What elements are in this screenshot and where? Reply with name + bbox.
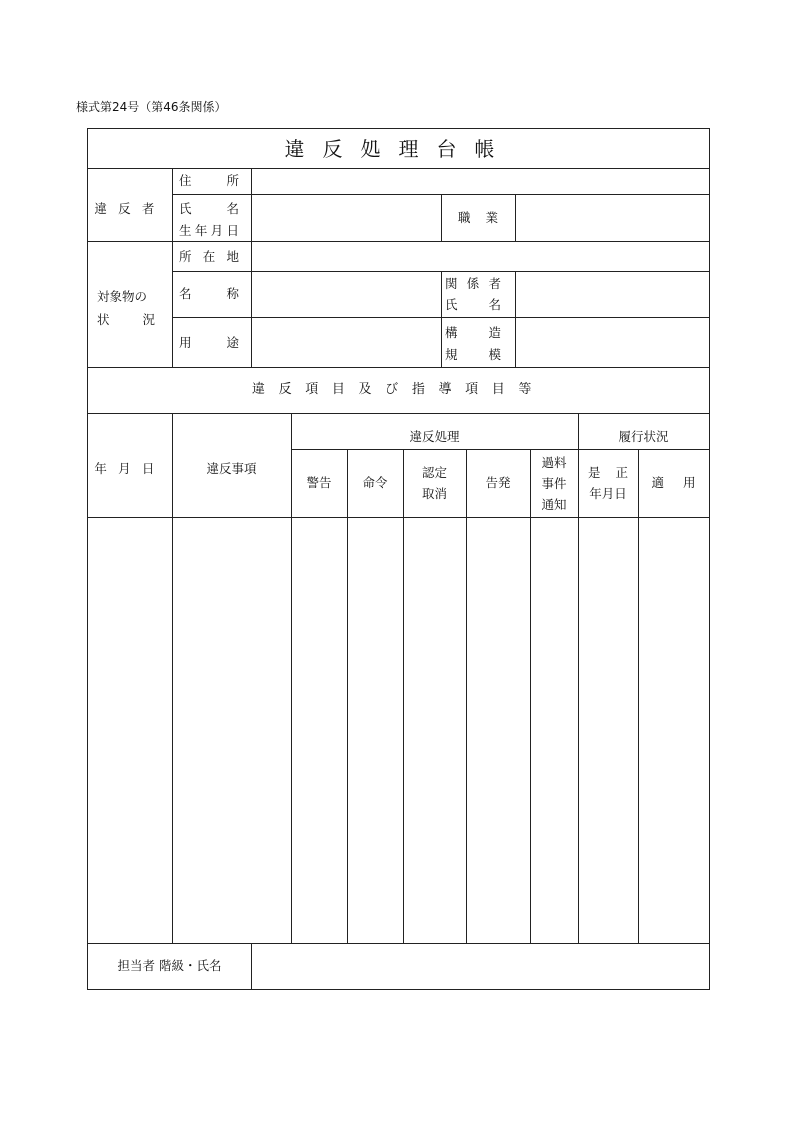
rule-line bbox=[347, 449, 348, 943]
use-label: 用 途 bbox=[179, 335, 239, 350]
target-name-label: 名 称 bbox=[179, 286, 239, 301]
rule-line bbox=[172, 413, 173, 943]
fine-notice-column-header: 過料 事件 通知 bbox=[541, 454, 567, 512]
target-group-label: 対象物の bbox=[97, 289, 148, 304]
rule-line bbox=[172, 168, 173, 367]
accusation-column-header: 告発 bbox=[485, 475, 511, 490]
violator-group-label: 違反者 bbox=[94, 201, 166, 216]
ledger-form bbox=[87, 128, 710, 990]
scale-label: 規 模 bbox=[445, 347, 501, 362]
rule-line bbox=[515, 271, 516, 367]
order-column-header: 命令 bbox=[362, 475, 388, 490]
rule-line bbox=[530, 449, 531, 943]
target-group-label-2: 状 況 bbox=[97, 312, 155, 327]
rule-line bbox=[251, 168, 252, 367]
compliance-group-header: 履行状況 bbox=[618, 429, 669, 444]
rule-line bbox=[88, 241, 709, 242]
form-title: 違反処理台帳 bbox=[284, 136, 513, 161]
correction-date-column-header: 是 正 年月日 bbox=[588, 465, 628, 501]
name-label: 氏 名 bbox=[179, 201, 239, 216]
dob-label: 生年月日 bbox=[179, 223, 239, 238]
form-number-label: 様式第24号（第46条関係） bbox=[76, 100, 227, 114]
warning-column-header: 警告 bbox=[306, 475, 332, 490]
related-party-label: 関係者 bbox=[445, 276, 501, 291]
rule-line bbox=[88, 413, 709, 414]
rule-line bbox=[88, 168, 709, 169]
processing-group-header: 違反処理 bbox=[409, 429, 460, 444]
rule-line bbox=[251, 943, 252, 989]
rule-line bbox=[403, 449, 404, 943]
officer-label: 担当者 階級・氏名 bbox=[117, 958, 222, 973]
related-party-name-label: 氏 名 bbox=[445, 297, 501, 312]
address-label: 住 所 bbox=[179, 173, 239, 188]
rule-line bbox=[515, 194, 516, 241]
revocation-column-header: 認定 取消 bbox=[421, 465, 447, 501]
date-column-header: 年月日 bbox=[94, 461, 166, 476]
violation-column-header: 違反事項 bbox=[206, 461, 257, 476]
rule-line bbox=[638, 449, 639, 943]
occupation-label: 職 業 bbox=[458, 209, 498, 225]
location-label: 所在地 bbox=[179, 249, 239, 264]
rule-line bbox=[441, 271, 442, 367]
section-title: 違反項目及び指導項目等 bbox=[251, 382, 546, 397]
rule-line bbox=[466, 449, 467, 943]
rule-line bbox=[88, 517, 709, 518]
structure-label: 構 造 bbox=[445, 325, 501, 340]
applied-column-header: 適 用 bbox=[651, 475, 696, 490]
